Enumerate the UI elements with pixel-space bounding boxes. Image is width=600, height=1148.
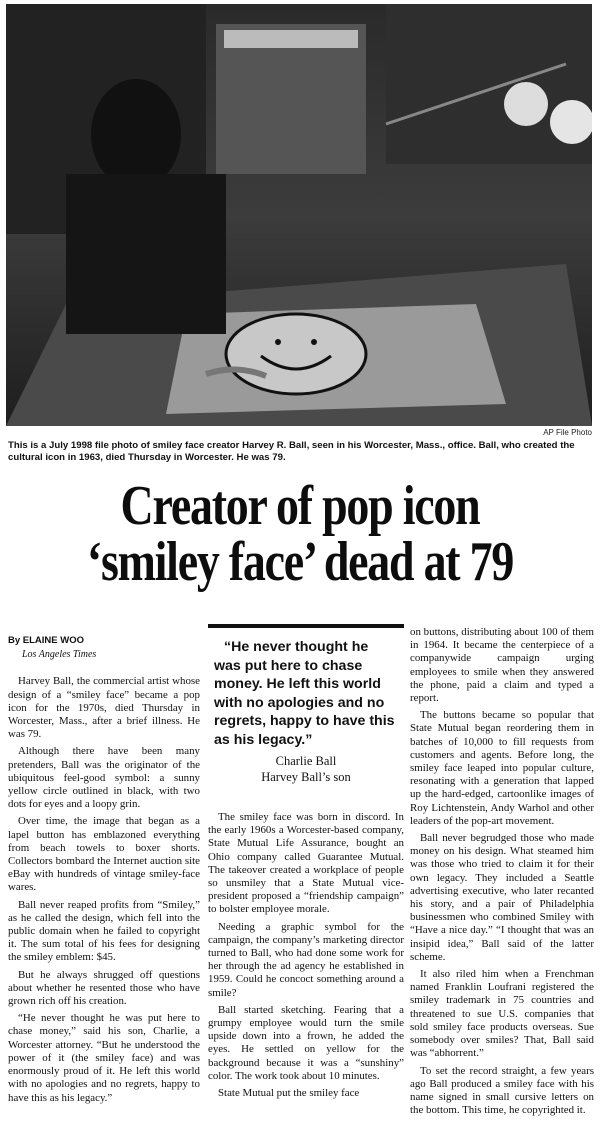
paragraph: To set the record straight, a few years ago Ball produced a smiley face with his name signed in small cursive letters on the bottom. This time, he copyrighted it. <box>410 1064 594 1117</box>
photo <box>6 4 592 426</box>
pull-quote-text: “He never thought he was put here to chase money. He left this world with no apologies and no regrets, happy to have this as his legacy.” <box>214 639 395 748</box>
paragraph: Needing a graphic symbol for the campaign, the company’s marketing director turned to Ball, who had done some work for her through the ad agency he established in 1959. Could he concoct something around a smile? <box>208 920 404 999</box>
paragraph: The buttons became so popular that State Mutual began reordering them in batches of 10,000 to fill requests from customers and agents. Before long, the smiley face leaped into popular culture, resonating with a generation that lapped up the hard-edged, cartoonlike images of Roy Lichtenstein, Andy Warhol and other leaders of the pop-art movement. <box>410 709 594 827</box>
byline-agency: Los Angeles Times <box>22 649 97 661</box>
paragraph: Over time, the image that began as a lapel button has emblazoned everything from beach towels to boxer shorts. Collectors bombard the Internet auction site eBay with hundreds of vintage smiley-face wares. <box>8 815 200 894</box>
article-column-2 <box>208 624 404 1104</box>
photo-credit: AP File Photo <box>543 428 592 437</box>
photo-caption: This is a July 1998 file photo of smiley face creator Harvey R. Ball, seen in his Worcester, Mass., office. Ball, who created the cultural icon in 1963, died Thursday in Worcester. He was 79. <box>8 440 575 463</box>
paragraph: The smiley face was born in discord. In the early 1960s a Worcester-based company, State Mutual Life Assurance, bought an Ohio company called Guarantee Mutual. The takeover created a workplace of people so unsmiley that a State Mutual vice-president proposed a “friendship campaign” to bolster employee morale. <box>208 811 404 916</box>
pull-quote-attribution: Charlie Ball <box>275 754 337 768</box>
headline-line-1: Creator of pop icon <box>120 475 480 537</box>
paragraph: It also riled him when a Frenchman named Franklin Loufrani registered the smiley trademark in 75 countries and threatened to sue U.S. companies that sold smiley face products overseas. Sue somebody over smiles? That, Ball said was “abhorrent.” <box>410 968 594 1060</box>
article-column-1 <box>8 624 200 1109</box>
paragraph: Although there have been many pretenders, Ball was the originator of the ubiquitous feel-good symbol: a sunny yellow circle outlined in black, with two dots for eyes and a loopy grin. <box>8 745 200 811</box>
paragraph: on buttons, distributing about 100 of them in 1964. It became the centerpiece of a companywide campaign urging employees to smile when they answered the phone, paid a claim and typed a report. <box>410 626 594 705</box>
headline-line-2: ‘smiley face’ dead at 79 <box>86 531 514 593</box>
paragraph: Ball never reaped profits from “Smiley,” as he called the design, which fell into the public domain when he failed to copyright it. The sum total of his fees for designing the smiley emblem: $45. <box>8 898 200 964</box>
photo-image <box>6 4 592 426</box>
pull-quote-role: Harvey Ball’s son <box>261 770 351 784</box>
paragraph: Harvey Ball, the commercial artist whose design of a “smiley face” became a pop icon for the 1970s, died Thursday in Worcester, Mass., after a brief illness. He was 79. <box>8 675 200 741</box>
paragraph: Ball started sketching. Fearing that a grumpy employee would turn the smile upside down into a frown, he added the eyes. He settled on yellow for the background because it was a “sunshiny” color. The work took about 10 minutes. <box>208 1003 404 1082</box>
paragraph: “He never thought he was put here to chase money,” said his son, Charlie, a Worcester attorney. “But he understood the power of it (the smiley face) and was enormously proud of it. He left this world with no apologies and no regrets, happy to have this as his legacy.” <box>8 1012 200 1104</box>
paragraph: State Mutual put the smiley face <box>218 1087 360 1100</box>
pull-quote <box>208 624 404 793</box>
headline <box>54 475 546 593</box>
paragraph: But he always shrugged off questions about whether he resented those who have grown rich off his creation. <box>8 968 200 1008</box>
paragraph: Ball never begrudged those who made money on his design. What steamed him was those who tried to claim it for their own legacy. They included a Seattle advertising executive, who later recanted his story, and a pair of Philadelphia businessmen who combined Smiley with “Have a nice day.” “I thought that was an insipid idea,” Ball said of the latter scheme. <box>410 832 594 963</box>
article-column-3 <box>410 626 594 1121</box>
byline-author: By ELAINE WOO <box>8 635 85 646</box>
